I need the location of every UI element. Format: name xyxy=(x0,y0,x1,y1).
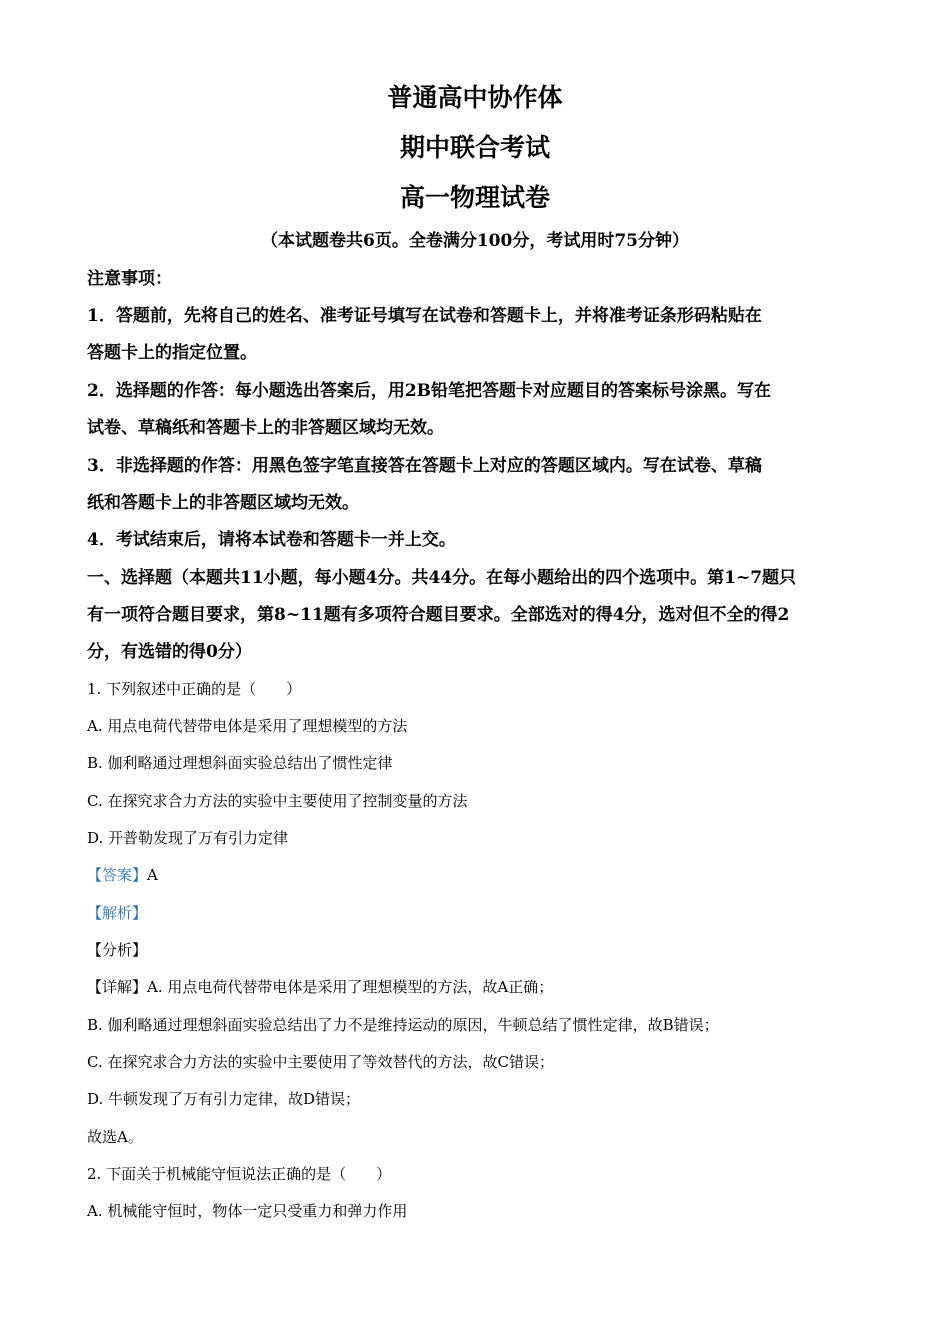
question-1-option-a: A. 用点电荷代替带电体是采用了理想模型的方法 xyxy=(87,717,408,735)
detail-line: D. 牛顿发现了万有引力定律，故D错误； xyxy=(87,1090,361,1108)
detail-text: A. 用点电荷代替带电体是采用了理想模型的方法，故A正确； xyxy=(147,978,554,996)
detail-line: B. 伽利略通过理想斜面实验总结出了力不是维持运动的原因，牛顿总结了惯性定律，故B错误； xyxy=(87,1016,719,1034)
conclusion-line: 故选A。 xyxy=(87,1128,143,1146)
title-line-3: 高一物理试卷 xyxy=(399,183,550,212)
answer-tag: 【答案】 xyxy=(87,866,148,884)
notice-line: 试卷、草稿纸和答题卡上的非答题区域均无效。 xyxy=(87,418,444,438)
notice-line: 纸和答题卡上的非答题区域均无效。 xyxy=(87,493,359,513)
question-2-stem: 2. 下面关于机械能守恒说法正确的是（ ） xyxy=(87,1165,392,1183)
analysis-tag: 【解析】 xyxy=(87,904,148,922)
question-1-stem: 1. 下列叙述中正确的是（ ） xyxy=(87,680,302,698)
question-1-option-c: C. 在探究求合力方法的实验中主要使用了控制变量的方法 xyxy=(87,792,468,810)
title-line-1: 普通高中协作体 xyxy=(387,83,563,112)
section-heading-line: 有一项符合题目要求，第8~11题有多项符合题目要求。全部选对的得4分，选对但不全的得2 xyxy=(87,605,790,625)
question-1-option-b: B. 伽利略通过理想斜面实验总结出了惯性定律 xyxy=(87,754,393,772)
notice-line: 1．答题前，先将自己的姓名、准考证号填写在试卷和答题卡上，并将准考证条形码粘贴在 xyxy=(87,306,762,326)
title-line-2: 期中联合考试 xyxy=(399,133,550,162)
question-2-option-a: A. 机械能守恒时，物体一定只受重力和弹力作用 xyxy=(87,1202,408,1220)
fenxi-tag: 【分析】 xyxy=(87,941,148,959)
section-heading-line: 分，有选错的得0分） xyxy=(87,642,252,662)
answer-value: A xyxy=(147,866,158,884)
notice-heading: 注意事项： xyxy=(87,269,172,289)
detail-line xyxy=(87,976,553,998)
notice-line: 2．选择题的作答：每小题选出答案后，用2B铅笔把答题卡对应题目的答案标号涂黑。写在 xyxy=(87,381,772,401)
question-1-option-d: D. 开普勒发现了万有引力定律 xyxy=(87,829,289,847)
section-heading-line: 一、选择题（本题共11小题，每小题4分。共44分。在每小题给出的四个选项中。第1~7题只 xyxy=(87,568,797,588)
answer-line xyxy=(87,864,158,886)
analysis-line xyxy=(87,902,147,924)
exam-info-subtitle: （本试题卷共6页。全卷满分100分，考试用时75分钟） xyxy=(261,231,689,251)
detail-tag: 【详解】 xyxy=(87,978,148,996)
fenxi-line xyxy=(87,939,147,961)
notice-line: 4．考试结束后，请将本试卷和答题卡一并上交。 xyxy=(87,530,456,550)
notice-line: 答题卡上的指定位置。 xyxy=(87,343,257,363)
notice-line: 3．非选择题的作答：用黑色签字笔直接答在答题卡上对应的答题区域内。写在试卷、草稿 xyxy=(87,456,762,476)
detail-line: C. 在探究求合力方法的实验中主要使用了等效替代的方法，故C错误； xyxy=(87,1053,554,1071)
